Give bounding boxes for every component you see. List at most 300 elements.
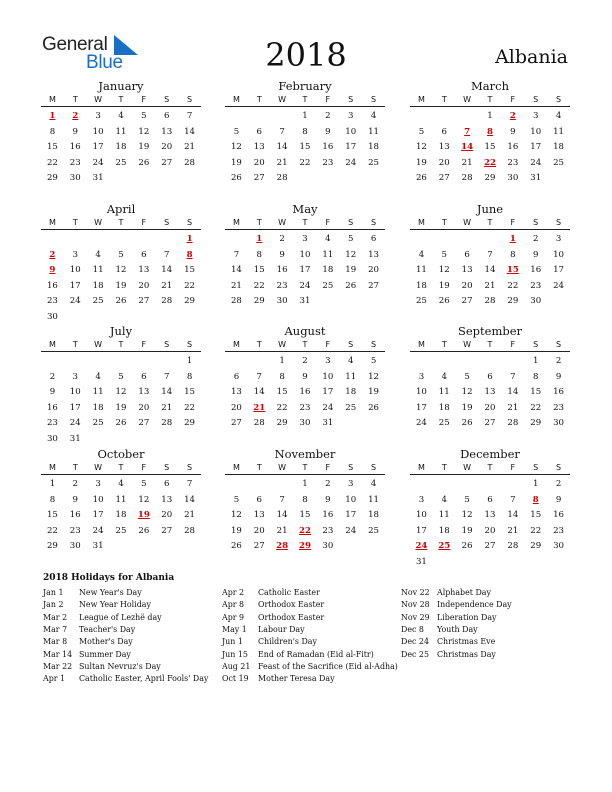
weekday-label: T — [441, 218, 447, 227]
calendar-day: 29 — [276, 418, 288, 428]
holiday-item — [43, 587, 221, 599]
calendar-day: 25 — [345, 402, 357, 413]
holiday-name: New Year Holiday — [79, 600, 151, 610]
empty-cell — [410, 109, 433, 125]
calendar-day: 23 — [322, 157, 334, 168]
holiday-day: 22 — [299, 525, 311, 536]
calendar-day: 7 — [279, 494, 285, 505]
calendar-day: 13 — [484, 387, 496, 397]
calendar-day: 25 — [438, 418, 450, 428]
holiday-date: Jun 15 — [222, 649, 248, 659]
empty-cell — [225, 109, 248, 125]
day-grid — [410, 109, 570, 187]
calendar-day: 28 — [484, 296, 496, 306]
calendar-day: 30 — [276, 296, 288, 306]
calendar-day: 13 — [253, 142, 265, 152]
calendar-day: 7 — [163, 249, 170, 260]
weekday-label: F — [325, 340, 331, 349]
calendar-day: 5 — [233, 494, 240, 505]
calendar-day: 25 — [115, 525, 127, 536]
calendar-day: 6 — [256, 126, 262, 137]
calendar-day: 26 — [461, 418, 473, 428]
calendar-day: 28 — [184, 525, 196, 536]
calendar-day: 13 — [230, 387, 242, 397]
holiday-name: Feast of the Sacrifice (Eid al-Adha) — [258, 662, 398, 672]
holiday-day: 28 — [276, 541, 289, 551]
calendar-day: 19 — [415, 157, 427, 168]
holiday-name: Mother's Day — [79, 637, 133, 647]
calendar-day: 14 — [161, 265, 173, 275]
holiday-date: Aug 21 — [222, 662, 251, 672]
holiday-day: 1 — [509, 234, 516, 244]
calendar-day: 10 — [553, 249, 565, 260]
calendar-day: 23 — [276, 280, 288, 291]
weekday-label: T — [487, 340, 493, 349]
calendar-day: 13 — [161, 494, 173, 505]
month-october — [41, 447, 201, 555]
calendar-day: 23 — [553, 525, 565, 536]
weekday-label: W — [94, 463, 103, 472]
calendar-day: 28 — [161, 418, 173, 428]
calendar-day: 29 — [184, 296, 196, 306]
day-grid — [225, 354, 385, 432]
calendar-day: 22 — [46, 157, 58, 168]
calendar-day: 27 — [253, 541, 265, 551]
calendar-day: 13 — [253, 510, 265, 520]
calendar-day: 19 — [461, 402, 473, 413]
calendar-day: 19 — [461, 525, 473, 536]
calendar-day: 25 — [368, 157, 380, 168]
holiday-day: 2 — [509, 111, 516, 121]
calendar-day: 12 — [461, 387, 473, 397]
calendar-day: 6 — [256, 494, 262, 505]
calendar-day: 22 — [299, 157, 311, 168]
holiday-date: Apr 1 — [43, 674, 66, 684]
weekday-label: S — [556, 95, 562, 104]
calendar-day: 17 — [345, 142, 357, 152]
holiday-day: 7 — [464, 126, 471, 137]
holiday-name: Catholic Easter — [258, 588, 320, 597]
calendar-day: 16 — [507, 142, 519, 152]
calendar-day: 28 — [184, 157, 196, 168]
calendar-day: 20 — [138, 402, 150, 413]
calendar-day: 4 — [441, 494, 447, 505]
holiday-date: Mar 2 — [43, 612, 68, 622]
calendar-day: 6 — [487, 371, 493, 382]
page-title-year: 2018 — [265, 36, 347, 74]
calendar-day: 8 — [302, 494, 308, 505]
weekday-label: T — [441, 340, 447, 349]
calendar-day: 10 — [345, 126, 357, 137]
weekday-label: S — [187, 340, 193, 349]
calendar-day: 31 — [92, 541, 104, 551]
weekday-label: T — [118, 340, 124, 349]
calendar-day: 5 — [118, 249, 124, 260]
calendar-day: 13 — [461, 265, 473, 275]
calendar-day: 23 — [322, 525, 334, 536]
calendar-day: 27 — [253, 173, 265, 183]
empty-cell — [248, 109, 271, 125]
calendar-day: 14 — [161, 387, 173, 397]
calendar-day: 17 — [322, 387, 334, 397]
calendar-day: 23 — [46, 418, 58, 428]
calendar-day: 4 — [325, 234, 331, 244]
calendar-day: 6 — [487, 494, 493, 505]
calendar-day: 21 — [161, 280, 173, 291]
calendar-day: 14 — [276, 142, 288, 152]
holiday-day: 8 — [532, 494, 539, 505]
month-name: February — [278, 79, 332, 93]
weekday-label: M — [417, 463, 425, 472]
calendar-day: 22 — [530, 525, 542, 536]
calendar-day: 18 — [345, 387, 357, 397]
weekday-label: W — [463, 340, 472, 349]
calendar-day: 30 — [69, 541, 81, 551]
month-name: March — [471, 79, 509, 93]
holiday-day: 8 — [186, 249, 193, 260]
holiday-column — [401, 587, 579, 661]
weekday-label: S — [164, 95, 170, 104]
empty-cell — [433, 232, 456, 248]
weekday-label: S — [348, 463, 354, 472]
holiday-day: 1 — [256, 234, 263, 244]
calendar-day: 15 — [184, 387, 196, 397]
calendar-day: 29 — [530, 541, 542, 551]
calendar-day: 5 — [441, 249, 447, 260]
calendar-day: 19 — [345, 265, 357, 275]
month-name: May — [292, 202, 318, 216]
calendar-day: 15 — [530, 387, 542, 397]
month-september — [410, 324, 570, 432]
calendar-day: 9 — [555, 494, 562, 505]
weekday-label: S — [348, 340, 354, 349]
calendar-day: 30 — [46, 311, 58, 322]
holiday-name: Teacher's Day — [79, 625, 136, 635]
calendar-day: 20 — [138, 280, 150, 291]
calendar-day: 16 — [46, 402, 58, 413]
calendar-day: 19 — [368, 387, 380, 397]
calendar-day: 20 — [438, 157, 450, 168]
calendar-day: 24 — [92, 157, 104, 168]
holiday-item — [43, 599, 221, 611]
calendar-day: 26 — [115, 296, 127, 306]
calendar-day: 11 — [368, 494, 380, 505]
calendar-day: 2 — [555, 356, 562, 366]
weekday-label: T — [441, 463, 447, 472]
calendar-day: 1 — [302, 111, 308, 121]
holiday-day: 8 — [487, 126, 493, 137]
weekday-label: T — [487, 218, 493, 227]
calendar-day: 17 — [69, 402, 81, 413]
month-name: September — [457, 324, 523, 338]
calendar-day: 9 — [72, 494, 78, 505]
empty-cell — [479, 354, 502, 370]
empty-cell — [41, 354, 64, 370]
calendar-day: 3 — [72, 249, 78, 260]
calendar-day: 25 — [415, 296, 427, 306]
weekday-label: T — [487, 463, 493, 472]
calendar-day: 19 — [115, 402, 127, 413]
calendar-day: 4 — [95, 371, 101, 382]
weekday-label: T — [302, 95, 308, 104]
calendar-day: 16 — [276, 265, 288, 275]
calendar-day: 11 — [368, 126, 380, 137]
calendar-day: 12 — [115, 265, 127, 275]
weekday-label: T — [72, 218, 78, 227]
calendar-day: 19 — [138, 142, 150, 152]
calendar-day: 7 — [186, 479, 193, 489]
calendar-day: 18 — [368, 510, 380, 520]
calendar-day: 19 — [230, 525, 242, 536]
calendar-day: 13 — [138, 265, 150, 275]
calendar-day: 25 — [553, 157, 565, 168]
weekday-label: T — [487, 95, 493, 104]
calendar-day: 29 — [184, 418, 196, 428]
holiday-day: 14 — [461, 142, 474, 152]
holiday-day: 19 — [137, 510, 150, 520]
holiday-date: Mar 8 — [43, 637, 68, 647]
calendar-day: 21 — [461, 157, 473, 168]
calendar-day: 31 — [299, 296, 311, 306]
empty-cell — [132, 354, 155, 370]
weekday-label: S — [371, 218, 377, 227]
empty-cell — [225, 232, 248, 248]
empty-cell — [456, 109, 479, 125]
calendar-day: 17 — [415, 525, 427, 536]
holiday-name: Labour Day — [258, 625, 305, 635]
calendar-day: 14 — [230, 265, 242, 275]
calendar-day: 28 — [507, 418, 519, 428]
calendar-day: 4 — [347, 356, 354, 366]
holiday-item — [401, 624, 579, 636]
calendar-day: 23 — [553, 402, 565, 413]
holiday-item — [43, 661, 221, 673]
holiday-item — [401, 587, 579, 599]
empty-cell — [479, 232, 502, 248]
calendar-day: 29 — [46, 173, 58, 183]
calendar-day: 30 — [507, 173, 519, 183]
calendar-day: 12 — [138, 126, 150, 137]
calendar-day: 21 — [161, 402, 173, 413]
calendar-day: 7 — [279, 126, 285, 137]
weekday-label: T — [118, 463, 124, 472]
calendar-day: 5 — [233, 126, 240, 137]
holiday-item — [43, 649, 221, 661]
empty-cell — [410, 477, 433, 493]
calendar-day: 2 — [49, 371, 56, 382]
holiday-name: Youth Day — [437, 625, 478, 635]
weekday-label: S — [533, 340, 539, 349]
day-grid — [225, 232, 385, 310]
holiday-date: Nov 29 — [401, 612, 430, 622]
calendar-day: 20 — [230, 402, 242, 413]
calendar-day: 22 — [184, 280, 196, 291]
calendar-day: 23 — [69, 157, 81, 168]
empty-cell — [41, 232, 64, 248]
holiday-day: 15 — [506, 265, 519, 275]
weekday-label: M — [232, 463, 240, 472]
holiday-column — [222, 587, 400, 686]
weekday-label: W — [278, 95, 287, 104]
weekday-label: F — [325, 95, 331, 104]
brand-name-general: General — [42, 34, 108, 55]
calendar-day: 17 — [530, 142, 542, 152]
weekday-label: S — [371, 340, 377, 349]
calendar-day: 15 — [184, 265, 196, 275]
holiday-name: Summer Day — [79, 649, 131, 659]
holiday-item — [222, 599, 400, 611]
calendar-day: 21 — [507, 525, 519, 536]
calendar-day: 16 — [46, 280, 58, 291]
calendar-day: 18 — [368, 142, 380, 152]
calendar-day: 31 — [69, 433, 81, 444]
weekday-label: T — [118, 218, 124, 227]
holiday-date: Mar 7 — [43, 625, 68, 635]
calendar-day: 1 — [302, 479, 308, 489]
weekday-header — [410, 338, 570, 352]
calendar-day: 30 — [46, 433, 58, 444]
calendar-day: 2 — [325, 479, 331, 489]
calendar-day: 11 — [115, 494, 127, 505]
calendar-day: 2 — [532, 234, 539, 244]
day-grid — [225, 477, 385, 555]
empty-cell — [410, 354, 433, 370]
calendar-day: 17 — [69, 280, 81, 291]
empty-cell — [433, 109, 456, 125]
weekday-header — [225, 93, 385, 107]
calendar-day: 21 — [507, 402, 519, 413]
weekday-label: T — [118, 95, 124, 104]
holiday-item — [222, 661, 400, 673]
calendar-day: 24 — [322, 402, 334, 413]
calendar-day: 17 — [92, 510, 104, 520]
calendar-day: 27 — [161, 157, 173, 168]
weekday-label: S — [533, 218, 539, 227]
calendar-day: 12 — [368, 371, 380, 382]
holiday-item — [222, 624, 400, 636]
calendar-day: 4 — [370, 479, 377, 489]
calendar-day: 28 — [507, 541, 519, 551]
calendar-day: 27 — [438, 173, 450, 183]
day-grid — [41, 477, 201, 555]
holiday-date: Jan 1 — [43, 588, 64, 597]
calendar-day: 26 — [438, 296, 450, 306]
holiday-day: 2 — [72, 111, 79, 121]
weekday-header — [41, 216, 201, 230]
calendar-day: 8 — [302, 126, 308, 137]
calendar-day: 14 — [184, 494, 196, 505]
empty-cell — [155, 354, 178, 370]
month-name: January — [98, 79, 144, 93]
day-grid — [410, 232, 570, 310]
calendar-day: 19 — [115, 280, 127, 291]
weekday-label: W — [278, 463, 287, 472]
holiday-name: New Year's Day — [79, 588, 142, 597]
holiday-name: League of Lezhë day — [79, 612, 162, 622]
calendar-day: 18 — [92, 402, 104, 413]
calendar-day: 3 — [72, 371, 78, 382]
calendar-day: 31 — [415, 556, 427, 567]
weekday-label: M — [232, 218, 240, 227]
calendar-day: 15 — [46, 142, 58, 152]
calendar-day: 21 — [276, 525, 288, 536]
calendar-day: 11 — [322, 249, 334, 260]
weekday-label: F — [141, 218, 147, 227]
calendar-day: 16 — [299, 387, 311, 397]
holiday-name: Christmas Eve — [437, 637, 496, 647]
holiday-item — [43, 624, 221, 636]
holiday-item — [222, 673, 400, 685]
calendar-day: 1 — [49, 479, 56, 489]
calendar-day: 11 — [345, 371, 357, 382]
calendar-day: 1 — [487, 111, 493, 121]
calendar-day: 22 — [276, 402, 288, 413]
calendar-day: 28 — [276, 173, 288, 183]
holiday-name: Orthodox Easter — [258, 612, 325, 622]
month-name: April — [106, 202, 136, 216]
calendar-day: 2 — [279, 234, 285, 244]
weekday-label: F — [141, 340, 147, 349]
calendar-day: 27 — [230, 418, 242, 428]
empty-cell — [64, 232, 87, 248]
calendar-day: 14 — [484, 265, 496, 275]
holiday-item — [401, 636, 579, 648]
weekday-label: T — [256, 463, 262, 472]
calendar-day: 9 — [510, 126, 516, 137]
calendar-day: 1 — [532, 356, 539, 366]
calendar-day: 15 — [530, 510, 542, 520]
calendar-day: 11 — [415, 265, 427, 275]
calendar-day: 18 — [415, 280, 427, 291]
weekday-label: W — [94, 340, 103, 349]
calendar-day: 12 — [415, 142, 427, 152]
weekday-header — [41, 338, 201, 352]
calendar-day: 25 — [322, 280, 334, 291]
weekday-label: S — [556, 218, 562, 227]
calendar-day: 10 — [415, 387, 427, 397]
calendar-day: 13 — [138, 387, 150, 397]
calendar-day: 10 — [92, 126, 104, 137]
weekday-label: W — [463, 218, 472, 227]
calendar-day: 23 — [46, 296, 58, 306]
holiday-date: Mar 14 — [43, 649, 73, 659]
calendar-day: 15 — [299, 142, 311, 152]
calendar-day: 20 — [484, 402, 496, 413]
calendar-day: 5 — [118, 371, 124, 382]
empty-cell — [456, 232, 479, 248]
calendar-day: 24 — [345, 525, 357, 536]
holiday-date: Apr 8 — [222, 600, 245, 610]
empty-cell — [64, 354, 87, 370]
holiday-item — [222, 587, 400, 599]
calendar-day: 13 — [484, 510, 496, 520]
calendar-day: 16 — [322, 142, 334, 152]
calendar-day: 26 — [138, 525, 150, 536]
calendar-day: 16 — [69, 142, 81, 152]
month-june — [410, 202, 570, 310]
weekday-label: T — [72, 463, 78, 472]
calendar-day: 14 — [253, 387, 265, 397]
calendar-day: 28 — [253, 418, 265, 428]
calendar-day: 6 — [163, 479, 170, 489]
holiday-day: 21 — [253, 402, 266, 413]
weekday-label: T — [256, 340, 262, 349]
empty-cell — [410, 232, 433, 248]
calendar-day: 29 — [253, 296, 265, 306]
holiday-name: Alphabet Day — [437, 588, 491, 597]
weekday-label: M — [48, 463, 56, 472]
calendar-day: 2 — [555, 479, 562, 489]
